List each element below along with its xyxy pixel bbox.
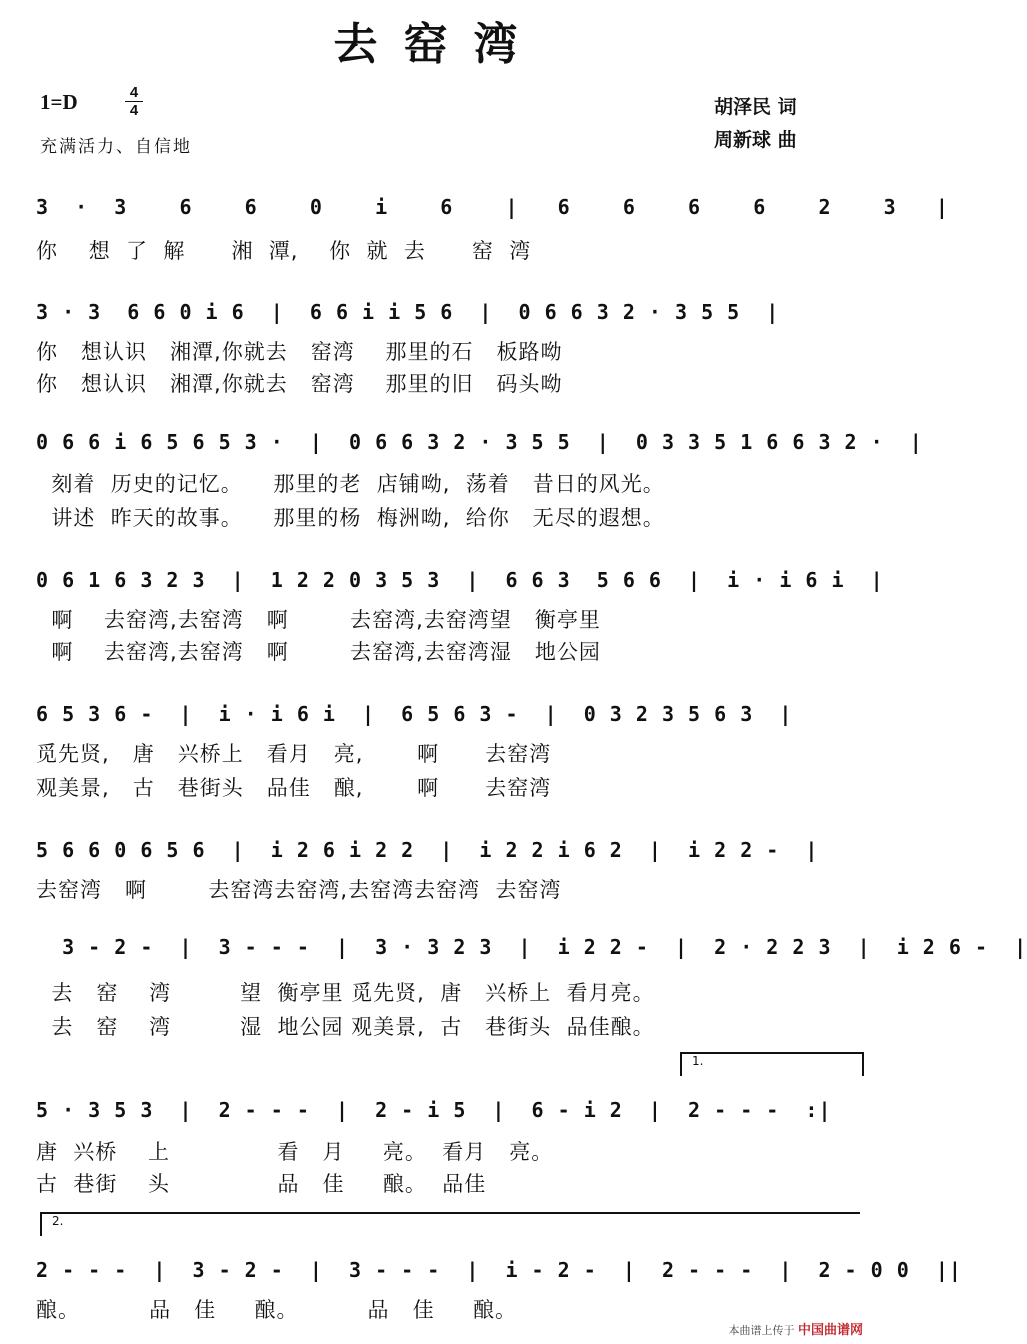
lyric-line: 去 窑 湾 湿 地公园 观美景, 古 巷街头 品佳酿。 bbox=[36, 1015, 655, 1039]
lyric-line: 啊 去窑湾,去窑湾 啊 去窑湾,去窑湾湿 地公园 bbox=[36, 640, 601, 664]
volta-label: 1. bbox=[692, 1054, 704, 1068]
notation-line: 3 · 3 6 6 0 i 6 | 6 6 6 6 2 3 | bbox=[36, 195, 949, 219]
lyric-line: 啊 去窑湾,去窑湾 啊 去窑湾,去窑湾望 衡亭里 bbox=[36, 608, 601, 632]
time-signature bbox=[122, 84, 146, 119]
volta-bracket-1 bbox=[680, 1052, 864, 1076]
lyric-line: 去窑湾 啊 去窑湾去窑湾,去窑湾去窑湾 去窑湾 bbox=[36, 878, 562, 902]
tempo-marking: 充满活力、自信地 bbox=[40, 137, 192, 157]
notation-line: 6 5 3 6 - | i · i 6 i | 6 5 6 3 - | 0 3 2 3 5 6 3 | bbox=[36, 702, 793, 726]
lyric-line: 刻着 历史的记忆。 那里的老 店铺呦, 荡着 昔日的风光。 bbox=[36, 472, 665, 496]
notation-line: 0 6 6 i 6 5 6 5 3 · | 0 6 6 3 2 · 3 5 5 | 0 3 3 5 1 6 6 3 2 · | bbox=[36, 430, 923, 454]
time-signature-bottom: 4 bbox=[129, 102, 139, 119]
time-signature-top: 4 bbox=[129, 84, 139, 101]
lyric-line: 去 窑 湾 望 衡亭里 觅先贤, 唐 兴桥上 看月亮。 bbox=[36, 981, 655, 1005]
notation-line: 0 6 1 6 3 2 3 | 1 2 2 0 3 5 3 | 6 6 3 5 6 6 | i · i 6 i | bbox=[36, 568, 884, 592]
lyric-line: 古 巷街 头 品 佳 酿。 品佳 bbox=[36, 1172, 487, 1196]
watermark bbox=[728, 1319, 863, 1338]
lyric-line: 讲述 昨天的故事。 那里的杨 梅洲呦, 给你 无尽的遐想。 bbox=[36, 506, 665, 530]
lyric-line: 你 想认识 湘潭,你就去 窑湾 那里的石 板路呦 bbox=[36, 340, 563, 364]
lyric-line: 观美景, 古 巷街头 品佳 酿, 啊 去窑湾 bbox=[36, 776, 552, 800]
song-title: 去窑湾 bbox=[333, 19, 544, 70]
notation-line: 5 6 6 0 6 5 6 | i 2 6 i 2 2 | i 2 2 i 6 2 | i 2 2 - | bbox=[36, 838, 819, 862]
lyricist-credit: 胡泽民 词 bbox=[714, 96, 797, 118]
notation-line: 3 - 2 - | 3 - - - | 3 · 3 2 3 | i 2 2 - | 2 · 2 2 3 | i 2 6 - | bbox=[36, 935, 1027, 959]
lyric-line: 唐 兴桥 上 看 月 亮。 看月 亮。 bbox=[36, 1140, 554, 1164]
volta-bracket-2 bbox=[40, 1212, 860, 1236]
key-signature: 1=D bbox=[40, 90, 78, 114]
lyric-line: 你 想认识 湘潭,你就去 窑湾 那里的旧 码头呦 bbox=[36, 372, 563, 396]
watermark-prefix: 本曲谱上传于 bbox=[728, 1324, 795, 1337]
volta-label: 2. bbox=[52, 1214, 64, 1228]
watermark-site: 中国曲谱网 bbox=[797, 1323, 863, 1338]
composer-credit: 周新球 曲 bbox=[714, 129, 797, 151]
lyric-line: 你 想 了 解 湘 潭, 你 就 去 窑 湾 bbox=[36, 239, 532, 263]
lyric-line: 觅先贤, 唐 兴桥上 看月 亮, 啊 去窑湾 bbox=[36, 742, 552, 766]
lyric-line: 酿。 品 佳 酿。 品 佳 酿。 bbox=[36, 1298, 517, 1322]
notation-line: 3 · 3 6 6 0 i 6 | 6 6 i i 5 6 | 0 6 6 3 2 · 3 5 5 | bbox=[36, 300, 780, 324]
notation-line: 5 · 3 5 3 | 2 - - - | 2 - i 5 | 6 - i 2 | 2 - - - :| bbox=[36, 1098, 832, 1122]
notation-line: 2 - - - | 3 - 2 - | 3 - - - | i - 2 - | 2 - - - | 2 - 0 0 || bbox=[36, 1258, 962, 1282]
